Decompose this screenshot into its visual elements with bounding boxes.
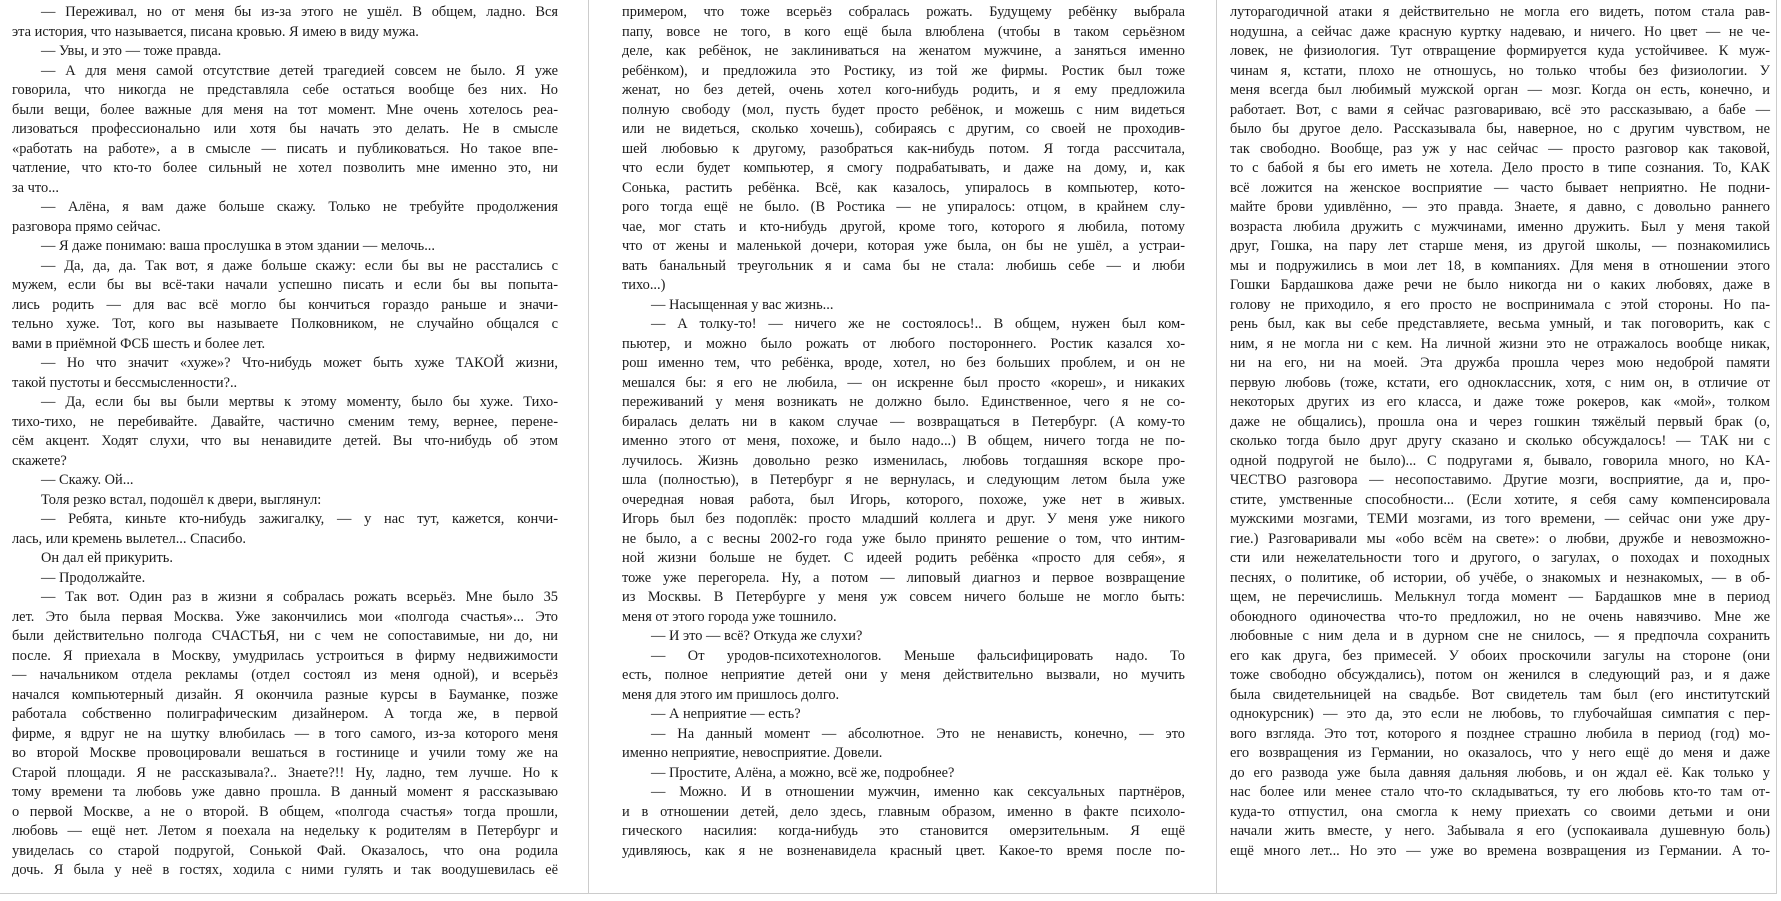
text-line: — И это — всё? Откуда же слухи? (651, 628, 863, 644)
text-line: лет. Это была первая Москва. Уже закончились мои «полгода счастья»... Это (12, 608, 558, 625)
text-line: во второй Москве провоцировали вешаться в гостинице и учили тому же на (12, 745, 558, 761)
text-line: — начальником отдела рекламы (отдел состоял из меня одной), и всерьёз (12, 667, 558, 683)
text-line: гие.) Разговаривали мы «обо всём на свете»: о любви, дружбе и невозможно- (1230, 530, 1770, 547)
text-line: — А толку-то! — ничего же не состоялось!.. В общем, нужен был ком- (651, 316, 1185, 332)
text-line: фирме, я вдруг не на шутку влюбилась — в того самого, из-за которого меня (12, 725, 558, 742)
text-line: разговора прямо сейчас. (12, 218, 161, 235)
text-line: чае, мог стать и кто-нибудь другой, кроме того, которого я любила, потому (622, 218, 1185, 235)
text-line: папу, вовсе не того, в кого ещё была влюблена (чтобы в таком серьёзном (622, 23, 1185, 40)
text-line: мешался бы: я его не любила, — он искренне был просто «кореш», и никаких (622, 374, 1185, 391)
text-line: начали жить вместе, у него. Забывала я его (успокаивала душевную боль) (1230, 823, 1770, 839)
text-line: такой пустоты и бессмысленности?.. (12, 374, 238, 391)
text-line: — Можно. И в отношении мужчин, именно как сексуальных партнёров, (651, 784, 1185, 800)
text-line: лизоваться профессионально или хотя бы начать это делать. Не в смысле (12, 121, 558, 137)
text-line: скажете? (12, 452, 67, 469)
text-line: меня всегда был любимый мужской орган — мозг. Когда он есть, конечно, и (1230, 82, 1770, 98)
text-line: женат, но без детей, очень хотел кого-нибудь родить, и я ему предложила (622, 82, 1185, 98)
text-line: эта история, что называется, писана кровью. Я имею в виду мужа. (12, 23, 419, 40)
text-line: — Переживал, но от меня бы из-за этого не ушёл. В общем, ладно. Вся (41, 4, 558, 20)
text-line: ловек, не физиология. Тут отвращение формируется куда устойчивее. К муж- (1230, 43, 1770, 59)
text-line: гического насилия: когда-нибудь это становится омерзительным. Я ещё (622, 823, 1185, 839)
text-line: мужем, если бы вы всё-таки начали успешно писать и если бы вы попыта- (12, 277, 558, 293)
text-line: — Продолжайте. (41, 569, 146, 586)
text-line: — Скажу. Ой... (41, 472, 134, 488)
text-line: мы и подружились в мои лет 18, в компаниях. Для меня в отношении этого (1230, 257, 1770, 274)
text-line: вами в приёмной ФСБ шесть и более лет. (12, 335, 266, 352)
text-line: тому времени та любовь уже давно прошла. В данный момент я рассказываю (12, 784, 558, 800)
text-line: любовь — ещё нет. Летом я поехала на недельку к родителям в Петербург и (12, 823, 558, 839)
text-line: сти или нежелательности того и другого, о загулах, о походах и походных (1230, 550, 1770, 566)
text-line: Толя резко встал, подошёл к двери, выглянул: (41, 491, 322, 508)
text-line: однокурсник) — это да, это если не любовь, то глубочайшая симпатия с пер- (1230, 706, 1770, 722)
text-line: луторагодичной атаки я действительно не могла его видеть, потом стала рав- (1230, 4, 1770, 20)
text-line: Он дал ей прикурить. (41, 550, 173, 566)
text-line: тихо...) (622, 277, 666, 293)
text-line: что если будет компьютер, я смогу подрабатывать, и даже на дому, и, как (622, 160, 1185, 176)
text-line: вого взгляда. Это тот, которого я позднее страшно любила в период (год) мо- (1230, 725, 1770, 742)
text-line: Гошки Бардашкова даже речи не было никогда ни о каких любовях, даже в (1230, 277, 1770, 293)
text-line: щем, не перечислишь. Мелькнул тогда момент — Бардашков мне в период (1230, 589, 1770, 605)
text-line: ЧЕСТВО разговора — несопоставимо. Другие мозги, восприятие, да и, про- (1230, 472, 1770, 488)
text-line: шей любовью к другому, разобраться как-нибудь потом. Я тогда рассчитала, (622, 140, 1185, 157)
text-line: мужскими мозгами, ТЕМИ мозгами, из того времени, — сейчас они уже дру- (1230, 511, 1770, 527)
text-line: из Москвы. В Петербурге у меня уж совсем ничего больше не могло быть: (622, 589, 1185, 605)
text-line: некоторых других из его класса, и даже тоже рокеров, как «мой», толком (1230, 394, 1770, 410)
text-line: — А для меня самой отсутствие детей трагедией совсем не было. Я уже (41, 62, 558, 79)
text-line: — А неприятие — есть? (651, 706, 801, 722)
text-line: были действительно полгода СЧАСТЬЯ, ни с чем не сопоставимые, ни до, ни (12, 628, 558, 644)
text-line: любовные с ним дела и в дурном сне не снилось, — я предпочла сохранить (1230, 628, 1770, 644)
text-line: рень был, как вы себе представляете, весьма умный, и так поговорить, как с (1230, 316, 1770, 332)
text-line: очередная новая работа, был Игорь, которого, похоже, уже нет в живых. (622, 491, 1185, 508)
text-line: нодушна, а сейчас даже красную куртку надеваю, и ничего. Но цвет — не че- (1230, 23, 1770, 40)
text-line: была свидетельницей на свадьбе. Вот свидетель там был (его институтский (1230, 686, 1770, 703)
text-line: биралась делать ни в каком случае — возвращаться в Петербург. (А кому-то (622, 413, 1185, 430)
text-line: меня для этого им пришлось долго. (622, 686, 840, 703)
text-line: лучилось. Жизнь довольно резко изменилась, любовь тогдашняя вскоре про- (622, 452, 1185, 469)
text-line: работает. Вот, с вами я сейчас разговариваю, всё это рассказываю, а бабе — (1230, 101, 1770, 118)
text-line: тоже уже перегорела. Ну, а потом — липовый диагноз и первое возвращение (622, 569, 1185, 586)
text-line: есть, полное неприятие детей они у меня действительно вызвали, но мучить (622, 667, 1185, 683)
text-line: — На данный момент — абсолютное. Это не ненависть, конечно, — это (651, 725, 1185, 742)
text-line: голову не приходило, я его просто не воспринимала с этой стороны. Но па- (1230, 296, 1770, 313)
text-line: говорила, что никогда не представляла себе остаться вообще без них. Но (12, 82, 558, 98)
page-1 (0, 0, 589, 894)
text-line: шла (полностью), в Петербург я не вернулась, и следующим летом была уже (622, 472, 1185, 488)
text-line: рош именно тем, что ребёнка, вроде, хотел, но без больших проблем, и он не (622, 355, 1185, 371)
text-line: стите, умственные способности... (Если хотите, я себя саму компенсировала (1230, 491, 1770, 508)
text-line: всё ложится на женское восприятие — часто бывает неприятно. Не подни- (1230, 179, 1770, 196)
text-line: чинам я, кстати, плохо не отношусь, но только чтобы без физиологии. У (1230, 62, 1770, 79)
text-line: тельно хуже. Тот, кого вы называете Полковником, не случайно общался с (12, 316, 558, 332)
page-2 (589, 0, 1217, 894)
text-line: удивляюсь, как я не возненавидела красный цвет. Какое-то время после по- (622, 842, 1185, 859)
text-line: ребёнком), и предложила это Ростику, из той же фирмы. Ростик был тоже (622, 62, 1185, 79)
text-line: — Так вот. Один раз в жизни я собралась рожать всерьёз. Мне было 35 (41, 589, 558, 605)
text-line: нас более или менее стало что-то складываться, ту его любовь кто-то там от- (1230, 784, 1770, 800)
text-line: пьютер, и можно было рожать от любого постороннего. Ростик казался хо- (622, 335, 1185, 352)
text-line: друг, Гошка, на пару лет старше меня, из другой школы, — познакомились (1230, 238, 1770, 254)
text-line: деле, как ребёнок, не заклиниваться на женатом мужчине, а заняться именно (622, 43, 1185, 59)
text-line: лась, или кремень вылетел... Спасибо. (12, 530, 246, 547)
text-line: рого тогда ещё не было. (В Ростика — не упиралось: отцом, в крайнем слу- (622, 199, 1185, 215)
text-line: именно этого от меня, похоже, и было надо...) В общем, ничего тогда не по- (622, 433, 1185, 449)
text-line: Игорь был без подоплёк: просто младший коллега и друг. У меня уже никого (622, 511, 1185, 527)
text-line: — От уродов-психотехнологов. Меньше фальсифицировать надо. То (651, 647, 1185, 664)
text-line: полную свободу (мол, пусть будет просто ребёнок, и можешь с ним видеться (622, 101, 1185, 118)
text-line: — Да, да, да. Так вот, я даже больше скажу: если бы вы не расстались с (41, 257, 558, 274)
text-line: сколько тогда было друг другу сказано и сколько обсуждалось! — ТАК ни с (1230, 433, 1770, 449)
text-line: — Да, если бы вы были мертвы к этому моменту, было бы хуже. Тихо- (41, 394, 558, 410)
text-line: — Я даже понимаю: ваша прослушка в этом здании — мелочь... (41, 238, 435, 254)
text-line: дочь. Я была у неё в гостях, ходила с ними гулять и так воодушевилась её (12, 862, 558, 878)
text-line: ной жизни больше не будет. С идеей родить ребёнка «просто для себя», я (622, 550, 1185, 566)
text-line: куда-то отпустил, она смогла к нему приехать со своими детьми и они (1230, 803, 1770, 820)
text-line: или не видеться, сколько хочешь), собираясь с другим, со своей не проходив- (622, 121, 1185, 137)
page-3 (1217, 0, 1777, 894)
text-line: ни на его, ни на моей. Эта дружба прошла через мою недоброй памяти (1230, 355, 1770, 371)
text-line: «работать на работе», а в смысле — писать и публиковаться. Но такое впе- (12, 140, 558, 157)
text-line: первую любовь (тоже, кстати, его одноклассник, хотя, с ним он, в отличие от (1230, 374, 1770, 391)
text-line: меня от этого города уже тошнило. (622, 608, 837, 625)
text-line: его как друга, без примесей. У обоих проскочили загулы на стороне (они (1230, 647, 1770, 664)
text-line: не было, а с весны 2002-го года уже было принято решение о том, что интим- (622, 530, 1185, 547)
text-line: ним, я не могла ни с кем. На личной жизни это не отражалось вообще никак, (1230, 335, 1770, 352)
text-line: что от жены и маленькой дочери, которая уже была, он бы не ушёл, а устраи- (622, 238, 1185, 254)
text-line: песнях, о политике, об истории, об учёбе, о знакомых и незнакомых, — в об- (1230, 569, 1770, 586)
text-line: то с бабой я бы его иметь не хотела. Дело просто в типе сознания. То, КАК (1230, 160, 1770, 176)
text-line: тихо-тихо, не перебивайте. Давайте, частично сменим тему, вернее, перене- (12, 413, 558, 430)
text-line: — Насыщенная у вас жизнь... (651, 296, 834, 313)
text-line: — Но что значит «хуже»? Что-нибудь может быть хуже ТАКОЙ жизни, (41, 355, 558, 371)
text-line: — Увы, и это — тоже правда. (41, 43, 222, 59)
text-line: начался компьютерный дизайн. Я окончила разные курсы в Бауманке, позже (12, 686, 558, 703)
text-line: переживаний у меня возникать не должно было. Единственное, чего я не со- (622, 394, 1185, 410)
text-line: и в отношении детей, дело здесь, главным образом, именно в факте психоло- (622, 803, 1185, 820)
text-column (622, 3, 1185, 861)
text-line: — Ребята, киньте кто-нибудь зажигалку, — у нас тут, кажется, кончи- (41, 511, 558, 527)
text-line: сём акцент. Ходят слухи, что вы ненавидите детей. Вы что-нибудь об этом (12, 433, 558, 449)
text-line: одной подругой не было)... С подругами я, бывало, говорила много, но КА- (1230, 452, 1770, 469)
text-line: работала собственно полиграфическим дизайнером. А тогда же, в первой (12, 706, 558, 722)
text-line: увиделась со старой подругой, Сонькой Фай. Оказалось, что она родила (12, 842, 558, 859)
text-line: вать банальный треугольник я и сама бы не стала: любишь себе — и люби (622, 257, 1185, 274)
text-line: возраста любила дружить с мужчинами, именно дружить. Был у меня такой (1230, 218, 1770, 235)
text-line: — Алёна, я вам даже больше скажу. Только не требуйте продолжения (41, 199, 558, 215)
text-line: Сонька, растить ребёнка. Всё, как казалось, упиралось в компьютер, кото- (622, 179, 1185, 196)
text-line: именно неприятие, невосприятие. Довели. (622, 745, 883, 761)
text-line: чатление, что кто-то более сильный не хотел позволить мне именно это, ни (12, 160, 558, 176)
text-line: тоже свободно обсуждались), потом он женился в следующий раз, и я даже (1230, 667, 1770, 683)
text-line: майте брови удивлённо, — это правда. Знаете, я давно, с довольно раннего (1230, 199, 1770, 215)
text-line: лись родить — для вас всё могло бы кончиться гораздо раньше и значи- (12, 296, 558, 313)
text-line: ещё много лет... Но это — уже во времена возвращения из Германии. А то- (1230, 842, 1770, 859)
text-line: после. Я приехала в Москву, умудрилась устроиться в фирму недвижимости (12, 647, 558, 664)
text-column (1230, 3, 1770, 861)
text-line: до его развода уже была давняя дальняя любовь, и он ждал её. Как только у (1230, 764, 1770, 781)
text-line: так свободно. Вообще, раз уж у нас сейчас — просто разговор как таковой, (1230, 140, 1770, 157)
text-line: обоюдного одиночества что-то предложил, но не очень навязчиво. Мне же (1230, 608, 1770, 625)
text-line: примером, что тоже всерьёз собралась рожать. Будущему ребёнку выбрала (622, 4, 1185, 20)
text-line: за что... (12, 179, 59, 196)
text-line: его возвращения из Германии, но оказалось, что у него ещё до меня и даже (1230, 745, 1770, 761)
text-line: — Простите, Алёна, а можно, всё же, подробнее? (651, 764, 955, 781)
text-line: было бы другое дело. Рассказывала бы, наверное, но с другим чувством, не (1230, 121, 1770, 137)
text-column (12, 3, 558, 881)
text-line: Старой площади. Я не рассказывала?.. Знаете?!! Ну, ладно, тем лучше. Но к (12, 764, 558, 781)
text-line: о первой Москве, а не о второй. В общем, «полгода счастья» тогда прошли, (12, 803, 558, 820)
text-line: были вещи, более важные для меня на тот момент. Мне очень хотелось реа- (12, 101, 558, 118)
text-line: даже не общались), прошла она и через гошкин тяжёлый первый брак (о, (1230, 413, 1770, 430)
